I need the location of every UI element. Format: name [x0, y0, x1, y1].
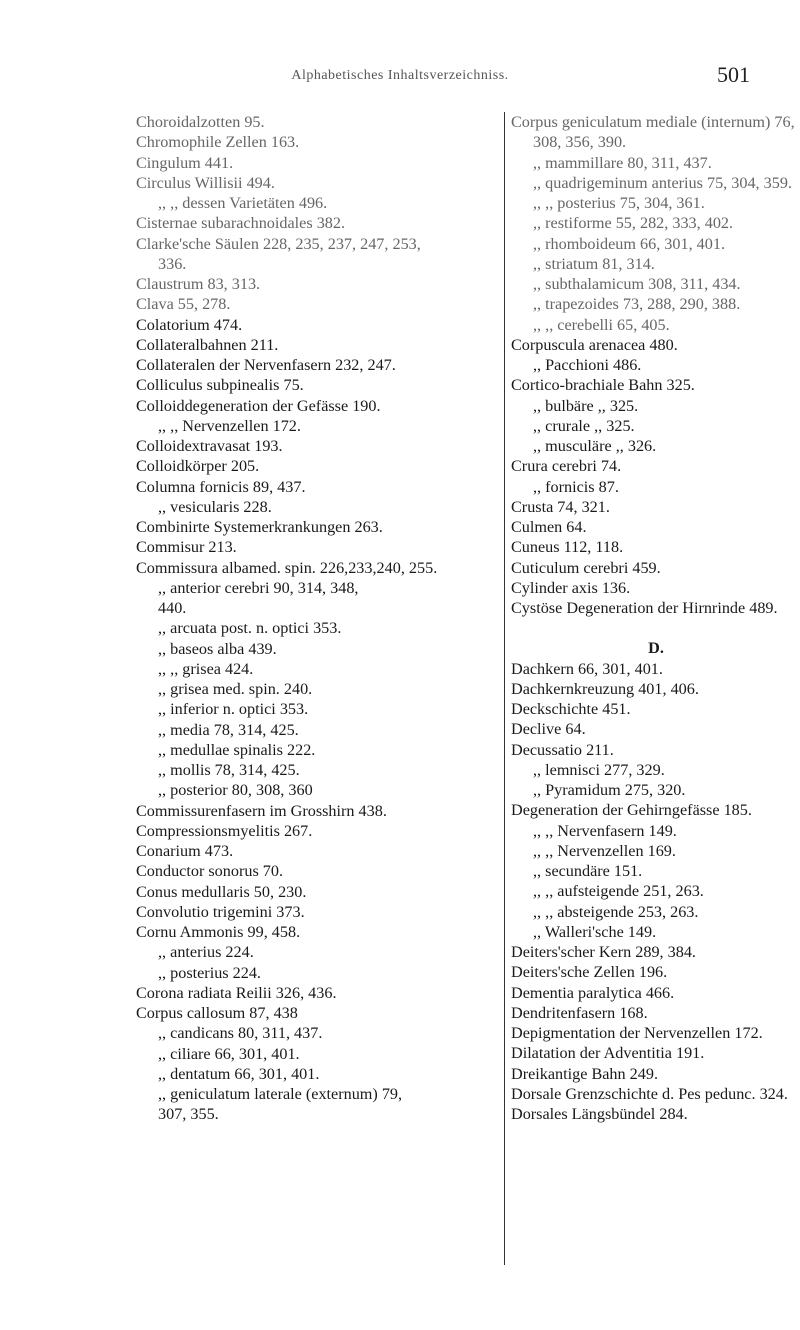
index-entry: Convolutio trigemini 373.	[136, 902, 305, 921]
index-entry: Depigmentation der Nervenzellen 172.	[511, 1024, 763, 1042]
index-entry: ,, quadrigeminum anterius 75, 304, 359.	[533, 173, 792, 192]
index-entry: ,, ciliare 66, 301, 401.	[158, 1044, 300, 1063]
index-entry: Colatorium 474.	[136, 315, 243, 334]
index-entry: 336.	[158, 254, 187, 273]
index-entry: ,, ,, posterius 75, 304, 361.	[533, 194, 705, 212]
index-entry: ,, fornicis 87.	[533, 477, 619, 496]
index-entry: Deiters'sche Zellen 196.	[511, 963, 668, 982]
index-entry: 440.	[158, 599, 187, 617]
index-entry: ,, musculäre ,, 326.	[533, 437, 657, 455]
index-entry: Cingulum 441.	[136, 153, 234, 172]
index-entry: Commissura albamed. spin. 226,233,240, 255.	[136, 558, 438, 577]
index-entry: ,, ,, Nervenzellen 169.	[533, 841, 676, 860]
index-entry: ,, crurale ,, 325.	[533, 416, 635, 435]
section-letter-heading: D.	[648, 639, 664, 658]
index-entry: Declive 64.	[511, 720, 586, 739]
index-entry: Conarium 473.	[136, 842, 234, 860]
index-entry: Corpuscula arenacea 480.	[511, 335, 678, 354]
index-entry: ,, Walleri'sche 149.	[533, 922, 657, 941]
index-entry: ,, grisea med. spin. 240.	[158, 680, 313, 698]
index-entry: Colloidkörper 205.	[136, 457, 260, 476]
index-entry: Dachkernkreuzung 401, 406.	[511, 679, 699, 698]
index-entry: Culmen 64.	[511, 518, 587, 536]
index-entry: ,, anterior cerebri 90, 314, 348,	[158, 578, 359, 597]
index-entry: Corpus callosum 87, 438	[136, 1004, 298, 1022]
index-entry: Cylinder axis 136.	[511, 578, 631, 597]
index-entry: Degeneration der Gehirngefässe 185.	[511, 801, 752, 820]
index-column-right	[511, 112, 800, 1124]
index-entry: 307, 355.	[158, 1105, 219, 1124]
index-entry: ,, secundäre 151.	[533, 862, 643, 880]
index-entry: Deckschichte 451.	[511, 700, 631, 718]
index-entry: ,, Pacchioni 486.	[533, 356, 642, 374]
index-entry: ,, subthalamicum 308, 311, 434.	[533, 275, 741, 293]
index-entry: Dachkern 66, 301, 401.	[511, 659, 663, 678]
index-entry: Crusta 74, 321.	[511, 497, 610, 516]
index-entry: ,, candicans 80, 311, 437.	[158, 1024, 323, 1043]
index-entry: Corona radiata Reilii 326, 436.	[136, 983, 337, 1002]
index-entry: ,, striatum 81, 314.	[533, 254, 655, 273]
index-entry: Collateralbahnen 211.	[136, 335, 279, 354]
index-entry: ,, baseos alba 439.	[158, 639, 277, 658]
index-entry: Colliculus subpinealis 75.	[136, 376, 304, 395]
index-entry: ,, ,, dessen Varietäten 496.	[158, 194, 328, 212]
index-entry: ,, ,, cerebelli 65, 405.	[533, 315, 670, 334]
index-entry: Cystöse Degeneration der Hirnrinde 489.	[511, 599, 778, 617]
index-entry: Commissurenfasern im Grosshirn 438.	[136, 801, 387, 820]
index-entry: Combinirte Systemerkrankungen 263.	[136, 518, 383, 536]
index-entry: Commisur 213.	[136, 538, 237, 557]
index-entry: ,, inferior n. optici 353.	[158, 700, 309, 719]
index-entry: Chromophile Zellen 163.	[136, 133, 300, 152]
page-number: 501	[717, 62, 750, 87]
index-entry: ,, ,, Nervenfasern 149.	[533, 821, 677, 840]
index-entry: Corpus geniculatum mediale (internum) 76,	[511, 113, 795, 131]
index-entry: Conus medullaris 50, 230.	[136, 882, 307, 901]
index-entry: Compressionsmyelitis 267.	[136, 821, 313, 840]
index-entry: Crura cerebri 74.	[511, 457, 622, 476]
index-entry: ,, anterius 224.	[158, 943, 254, 962]
index-entry: ,, media 78, 314, 425.	[158, 720, 299, 739]
index-entry: ,, medullae spinalis 222.	[158, 740, 316, 759]
index-entry: ,, trapezoides 73, 288, 290, 388.	[533, 295, 741, 314]
index-entry: Dorsales Längsbündel 284.	[511, 1105, 688, 1123]
index-entry: Claustrum 83, 313.	[136, 275, 261, 293]
index-entry: 308, 356, 390.	[533, 133, 627, 152]
index-entry: ,, dentatum 66, 301, 401.	[158, 1064, 320, 1083]
index-entry: Dementia paralytica 466.	[511, 983, 675, 1002]
index-entry: Cortico-brachiale Bahn 325.	[511, 376, 695, 395]
index-entry: Cuticulum cerebri 459.	[511, 558, 661, 577]
index-entry: ,, mollis 78, 314, 425.	[158, 761, 300, 779]
index-entry: Clarke'sche Säulen 228, 235, 237, 247, 253,	[136, 234, 421, 253]
index-entry: Decussatio 211.	[511, 740, 614, 759]
running-title: Alphabetisches Inhaltsverzeichniss.	[291, 68, 509, 83]
index-entry: ,, ,, grisea 424.	[158, 659, 254, 678]
index-entry: Dilatation der Adventitia 191.	[511, 1044, 705, 1063]
index-entry: Collateralen der Nervenfasern 232, 247.	[136, 356, 396, 374]
index-column-left	[136, 112, 492, 1125]
index-entry: ,, ,, aufsteigende 251, 263.	[533, 882, 704, 901]
index-entry: ,, ,, absteigende 253, 263.	[533, 902, 699, 921]
section-gap	[511, 618, 800, 632]
index-entry: Choroidalzotten 95.	[136, 113, 265, 131]
index-entry: Circulus Willisii 494.	[136, 173, 275, 192]
index-entry: ,, Pyramidum 275, 320.	[533, 781, 686, 799]
index-entry: Deiters'scher Kern 289, 384.	[511, 943, 696, 961]
index-entry: ,, restiforme 55, 282, 333, 402.	[533, 214, 734, 233]
index-entry: ,, bulbäre ,, 325.	[533, 396, 639, 415]
index-entry: Dreikantige Bahn 249.	[511, 1064, 658, 1083]
index-entry: Colloidextravasat 193.	[136, 437, 283, 455]
index-entry: ,, arcuata post. n. optici 353.	[158, 619, 342, 638]
index-entry: Dorsale Grenzschichte d. Pes pedunc. 324.	[511, 1084, 788, 1103]
index-entry: ,, rhomboideum 66, 301, 401.	[533, 234, 725, 253]
index-entry: ,, posterior 80, 308, 360	[158, 781, 313, 800]
index-entry: Colloiddegeneration der Gefässe 190.	[136, 396, 381, 415]
index-entry: ,, vesicularis 228.	[158, 497, 272, 516]
index-entry: Clava 55, 278.	[136, 295, 231, 314]
index-entry: Columna fornicis 89, 437.	[136, 477, 306, 496]
index-entry: Cornu Ammonis 99, 458.	[136, 923, 301, 941]
index-entry: Cisternae subarachnoidales 382.	[136, 214, 346, 233]
column-divider	[504, 112, 505, 1265]
index-entry: ,, posterius 224.	[158, 963, 261, 982]
index-entry: ,, geniculatum laterale (externum) 79,	[158, 1085, 403, 1103]
index-entry: Dendritenfasern 168.	[511, 1003, 648, 1022]
index-entry: Cuneus 112, 118.	[511, 538, 624, 557]
index-entry: Conductor sonorus 70.	[136, 862, 284, 881]
index-entry: ,, mammillare 80, 311, 437.	[533, 153, 712, 172]
index-entry: ,, ,, Nervenzellen 172.	[158, 416, 301, 435]
index-entry: ,, lemnisci 277, 329.	[533, 760, 665, 779]
